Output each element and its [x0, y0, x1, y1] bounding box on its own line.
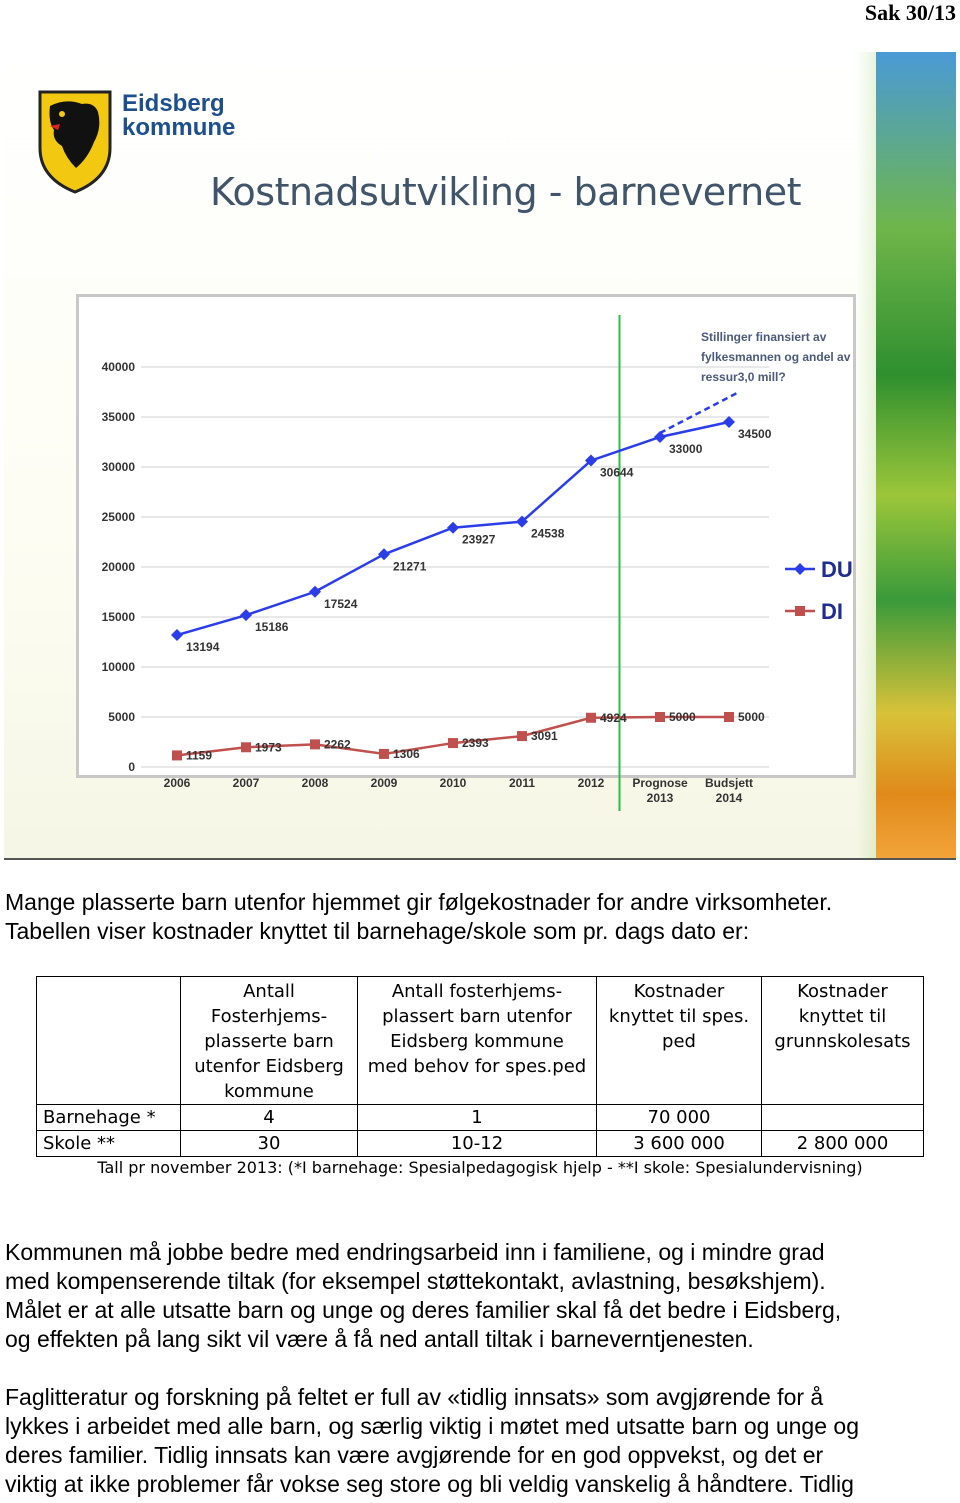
- chart-annotation-text: fylkesmannen og andel av: [701, 350, 851, 364]
- y-tick-label: 20000: [101, 560, 135, 574]
- table-header-row: [37, 977, 924, 1105]
- data-label-du: 13194: [186, 640, 220, 655]
- table-header-empty: [37, 977, 181, 1105]
- projection-dashed-line: [660, 392, 739, 433]
- x-tick-label: Budsjett: [705, 776, 753, 790]
- decorative-landscape-strip: [876, 52, 956, 858]
- table-row: [37, 1131, 924, 1157]
- table-cell: 1: [358, 1105, 597, 1131]
- table-cell: 30: [181, 1131, 358, 1157]
- case-number: Sak 30/13: [864, 0, 956, 25]
- data-label-di: 2393: [462, 736, 489, 751]
- x-tick-label: 2010: [439, 776, 467, 790]
- legend-label-du: DU: [821, 557, 853, 582]
- table-cell: 3 600 000: [597, 1131, 762, 1157]
- data-point-du: [378, 548, 390, 560]
- x-tick-label: 2011: [508, 776, 536, 790]
- header-line: Antall: [243, 981, 295, 1002]
- logo-line-1: Eidsberg: [122, 90, 225, 117]
- header-line: Fosterhjems-: [210, 1006, 328, 1027]
- header-line: knyttet til: [798, 1006, 887, 1027]
- header-line: Kostnader: [633, 981, 725, 1002]
- table-footnote: Tall pr november 2013: (*I barnehage: Spesialpedagogisk hjelp - **I skole: Spesialundervisning): [97, 1158, 863, 1177]
- data-label-di: 1973: [255, 740, 282, 755]
- data-point-du: [723, 416, 735, 428]
- y-tick-label: 40000: [101, 360, 135, 374]
- intro-paragraph: [5, 888, 950, 946]
- data-label-di: 5000: [738, 710, 765, 724]
- text-line: viktig at ikke problemer får vokse seg store og bli veldig vanskelig å håndtere. Tidlig: [5, 1471, 854, 1497]
- data-label-du: 23927: [462, 532, 496, 547]
- table-row: [37, 1105, 924, 1131]
- data-label-du: 21271: [393, 559, 427, 574]
- data-label-di: 3091: [531, 729, 558, 744]
- text-line: Målet er at alle utsatte barn og unge og deres familier skal få det bedre i Eidsberg,: [5, 1297, 842, 1323]
- x-tick-label: 2014: [715, 791, 743, 805]
- data-point-di: [241, 742, 251, 752]
- header-line: grunnskolesats: [774, 1031, 911, 1052]
- header-line: kommune: [224, 1081, 314, 1102]
- chart-annotation-text: Stillinger finansiert av: [701, 330, 827, 344]
- x-tick-label: 2012: [577, 776, 605, 790]
- header-line: med behov for spes.ped: [367, 1056, 587, 1077]
- x-tick-label: 2007: [232, 776, 260, 790]
- table-header-cell: [358, 977, 597, 1105]
- table-cell: 2 800 000: [762, 1131, 924, 1157]
- presentation-slide: [4, 52, 956, 860]
- text-line: deres familier. Tidlig innsats kan være avgjørende for en god oppvekst, og det er: [5, 1442, 824, 1468]
- y-tick-label: 0: [128, 760, 135, 774]
- chart-annotation-text: ressur3,0 mill?: [701, 370, 786, 384]
- municipality-logo-text: [122, 92, 235, 140]
- data-point-di: [448, 738, 458, 748]
- data-label-du: 24538: [531, 526, 565, 541]
- data-label-di: 2262: [324, 737, 351, 752]
- data-point-di: [724, 712, 734, 722]
- table-cell: [762, 1105, 924, 1131]
- cost-table: [36, 976, 924, 1157]
- y-tick-label: 10000: [101, 660, 135, 674]
- x-tick-label: Prognose: [632, 776, 688, 790]
- header-line: plassert barn utenfor: [382, 1006, 572, 1027]
- y-tick-label: 15000: [101, 610, 135, 624]
- data-label-di: 4924: [600, 710, 627, 725]
- legend-label-di: DI: [821, 599, 843, 624]
- header-line: knyttet til spes.: [608, 1006, 750, 1027]
- text-line: Faglitteratur og forskning på feltet er full av «tidlig innsats» som avgjørende for å: [5, 1384, 824, 1410]
- text-line: Mange plasserte barn utenfor hjemmet gir følgekostnader for andre virksomheter.: [5, 889, 833, 915]
- data-point-di: [586, 713, 596, 723]
- x-tick-label: 2013: [646, 791, 674, 805]
- chart-frame: [76, 294, 856, 805]
- coat-of-arms-icon: [36, 88, 114, 196]
- data-label-du: 33000: [669, 442, 703, 456]
- data-label-di: 1306: [393, 746, 420, 761]
- slide-title: Kostnadsutvikling - barnevernet: [210, 170, 801, 214]
- table-header-cell: [597, 977, 762, 1105]
- table-header-cell: [181, 977, 358, 1105]
- data-point-di: [172, 750, 182, 760]
- body-paragraph-2: [5, 1238, 950, 1354]
- header-line: Eidsberg kommune: [390, 1031, 564, 1052]
- data-label-du: 15186: [255, 620, 289, 635]
- data-point-di: [655, 712, 665, 722]
- x-tick-label: 2009: [370, 776, 398, 790]
- body-paragraph-3: [5, 1383, 950, 1499]
- table-cell: 4: [181, 1105, 358, 1131]
- data-label-du: 30644: [600, 465, 634, 480]
- header-line: Kostnader: [797, 981, 888, 1002]
- data-point-du: [654, 431, 666, 443]
- text-line: og effekten på lang sikt vil være å få ned antall tiltak i barneverntjenesten.: [5, 1326, 754, 1352]
- table-header-cell: [762, 977, 924, 1105]
- data-label-du: 34500: [738, 427, 772, 441]
- data-point-du: [171, 629, 183, 641]
- y-tick-label: 30000: [101, 460, 135, 474]
- table-cell: 10-12: [358, 1131, 597, 1157]
- row-label: Skole **: [37, 1131, 181, 1157]
- y-tick-label: 5000: [108, 710, 135, 724]
- data-point-di: [310, 739, 320, 749]
- data-point-du: [309, 586, 321, 598]
- logo-line-2: kommune: [122, 114, 236, 141]
- legend-marker-di: [795, 606, 805, 616]
- text-line: lykkes i arbeidet med alle barn, og særlig viktig i møtet med utsatte barn og unge og: [5, 1413, 859, 1439]
- header-line: ped: [662, 1031, 696, 1052]
- x-tick-label: 2008: [301, 776, 329, 790]
- data-point-du: [447, 522, 459, 534]
- text-line: Kommunen må jobbe bedre med endringsarbeid inn i familiene, og i mindre grad: [5, 1239, 825, 1265]
- text-line: med kompenserende tiltak (for eksempel støttekontakt, avlastning, besøkshjem).: [5, 1268, 826, 1294]
- data-point-di: [517, 731, 527, 741]
- data-point-di: [379, 749, 389, 759]
- data-point-du: [240, 609, 252, 621]
- y-tick-label: 25000: [101, 510, 135, 524]
- legend-marker-du: [794, 563, 806, 575]
- cost-line-chart: [79, 297, 853, 805]
- header-line: Antall fosterhjems-: [391, 981, 563, 1002]
- header-line: plasserte barn: [204, 1031, 334, 1052]
- y-tick-label: 35000: [101, 410, 135, 424]
- data-label-di: 1159: [186, 748, 213, 763]
- data-label-di: 5000: [669, 710, 696, 724]
- header-line: utenfor Eidsberg: [194, 1056, 344, 1077]
- text-line: Tabellen viser kostnader knyttet til barnehage/skole som pr. dags dato er:: [5, 918, 750, 944]
- data-label-du: 17524: [324, 596, 358, 611]
- table-cell: 70 000: [597, 1105, 762, 1131]
- x-tick-label: 2006: [163, 776, 191, 790]
- row-label: Barnehage *: [37, 1105, 181, 1131]
